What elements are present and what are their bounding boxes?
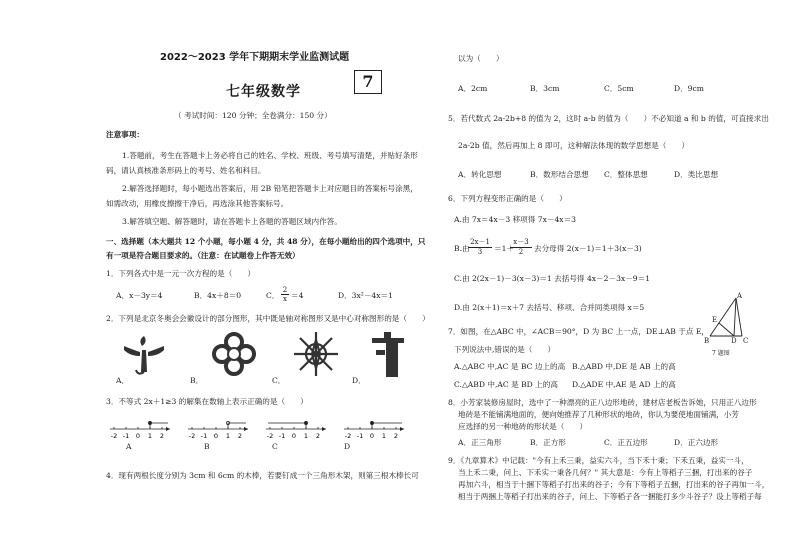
q3-ray bbox=[228, 423, 246, 429]
q3-number-lines-svg bbox=[106, 413, 426, 455]
left-column bbox=[100, 0, 430, 550]
notice-item2-line2: 如需改动，用橡皮擦擦干净后，再选涂其他答案标号。 bbox=[106, 199, 289, 208]
q1-option-c-frac bbox=[281, 286, 289, 303]
q3-tick-label: 1 bbox=[381, 432, 387, 440]
q2-figure-b bbox=[208, 328, 260, 382]
q2-label-b: B． bbox=[190, 376, 204, 385]
q3-axis-arrow bbox=[400, 427, 404, 431]
notice-item1-line1: 1.答题前，考生在答题卡上务必将自己的姓名、学校、班级、考号填写清楚，并贴好条形 bbox=[122, 151, 418, 160]
q2-figure-d bbox=[368, 330, 408, 382]
q6-stem: 6．下列方程变形正确的是（ ） bbox=[448, 194, 567, 203]
q1-option-c-rest: ＝4 bbox=[291, 291, 304, 300]
q3-stem: 3．不等式 2x＋1≥3 的解集在数轴上表示正确的是（ ） bbox=[106, 397, 308, 406]
q8-option-b: B．正方形 bbox=[530, 438, 566, 447]
q7-option-a: A.△ABC 中,AC 是 BC 边上的高 bbox=[454, 362, 566, 371]
q5-line1: 5．若代数式 2a-2b+8 的值为 2，这时 a-b 的值为（ ）不必知道 a 和 b 的值，可直接求出 bbox=[448, 114, 769, 123]
paper-number-badge: 7 bbox=[354, 70, 382, 94]
q3-tick-label: -1 bbox=[356, 432, 364, 440]
q6-option-b-frac1 bbox=[468, 238, 492, 257]
q5-line2: 2a-2b 值，然后再加上 8 即可，这种解法体现的数学思想是（ ） bbox=[458, 141, 690, 150]
q3-tick-label: 1 bbox=[147, 432, 153, 440]
q5-option-d: D．类比思想 bbox=[674, 170, 719, 179]
q6-option-d: D.由 2(x＋1)＝x＋7 去括号、移项、合并同类项得 x＝5 bbox=[454, 303, 645, 312]
section1-line2: 有一项是符合题目要求的。（注意：在试题卷上作答无效） bbox=[106, 251, 300, 260]
q6-frac2-den: 2 bbox=[518, 248, 524, 256]
q7-triangle-figure bbox=[704, 292, 754, 346]
q9-line2: 当上禾二秉，问上、下禾实一秉各几何？" 其大意是：今有上等稻子三捆，打出来的谷子 bbox=[458, 468, 753, 477]
q9-line1: 9．《九章算术》中记载："今有上禾三秉，益实六斗，当下禾十秉；下禾五秉，益实一斗， bbox=[448, 456, 749, 465]
q1-option-d: D．3x²－4x＝1 bbox=[338, 291, 393, 300]
q5-option-c: C．整体思想 bbox=[604, 170, 648, 179]
q4-stem: 4．现有两根长度分别为 3cm 和 6cm 的木棒，若要钉成一个三角形木架，则第三根木棒长可 bbox=[106, 471, 419, 480]
q3-label-d: D bbox=[344, 442, 351, 451]
q3-tick-label: -1 bbox=[122, 432, 130, 440]
q3-axis-arrow bbox=[166, 427, 170, 431]
q3-tick-label: 0 bbox=[369, 432, 375, 440]
q2-stem: 2．下列是北京冬奥会会徽设计的部分图形，其中既是轴对称图形又是中心对称图形的是（ ） bbox=[106, 314, 430, 323]
q3-ray bbox=[372, 423, 402, 429]
q8-option-a: A．正三角形 bbox=[458, 438, 502, 447]
q8-option-c: C．正五边形 bbox=[604, 438, 648, 447]
q3-tick-label: 2 bbox=[237, 432, 243, 440]
q6-option-b-post: 去分母得 2(x－1)＝1＋3(x－3) bbox=[534, 244, 642, 253]
q2-label-d: D． bbox=[352, 376, 366, 385]
q6-option-b-frac2 bbox=[510, 238, 532, 257]
q3-ray bbox=[150, 423, 168, 429]
q3-axis-arrow bbox=[244, 427, 248, 431]
q7-point-a: A bbox=[737, 292, 743, 300]
q3-label-c: C bbox=[272, 442, 278, 451]
q3-tick-label: 0 bbox=[135, 432, 141, 440]
q3-axis-arrow bbox=[322, 427, 326, 431]
q7-point-d: D bbox=[731, 337, 737, 344]
notice-heading: 注意事项： bbox=[106, 130, 144, 139]
q3-label-b: B bbox=[204, 442, 210, 451]
q7-option-b: B.△ABD 中,DE 是 AB 上的高 bbox=[572, 362, 676, 371]
q7-stem: 7．如图，在△ABC 中，∠ACB＝90°，D 为 BC 上一点，DE⊥AB 于点 E， bbox=[448, 327, 709, 336]
q5-option-a: A．转化思想 bbox=[458, 170, 502, 179]
q3-tick-label: 0 bbox=[291, 432, 297, 440]
q8-line1: 8．小芳家装修房屋时，选中了一种漂亮的正八边形地砖，建材店老板告诉她，只用正八边形 bbox=[448, 398, 757, 407]
q3-ray bbox=[268, 423, 306, 429]
q3-tick-label: -1 bbox=[200, 432, 208, 440]
q3-tick-label: 2 bbox=[315, 432, 321, 440]
emblem-b-icon bbox=[208, 328, 260, 380]
q4-option-b: B．3cm bbox=[530, 84, 560, 93]
q4-option-d: D．9cm bbox=[674, 84, 704, 93]
q8-line2: 地砖是不能铺满地面的，便向她推荐了几种形状的地砖，你认为要使地面铺满，小芳 bbox=[458, 410, 739, 419]
q3-tick-label: 2 bbox=[393, 432, 399, 440]
q6-option-b-mid: ＝1＋ bbox=[494, 244, 515, 253]
q3-tick-label: 1 bbox=[225, 432, 231, 440]
q3-label-a: A bbox=[126, 442, 132, 451]
q7-fig-caption: 7 题图 bbox=[712, 350, 730, 357]
q7-stem2: 下列说法中,错误的是（ ） bbox=[454, 345, 556, 354]
q8-option-d: D．正六边形 bbox=[674, 438, 719, 447]
q2-label-c: C． bbox=[272, 376, 286, 385]
q1-frac-den: x bbox=[283, 295, 287, 303]
subject-title: 七年级数学 bbox=[226, 84, 301, 100]
exam-info: （ 考试时间：120 分钟；全卷满分：150 分） bbox=[174, 111, 332, 120]
q9-line4: 相当于两捆上等稻子打出来的谷子，问上、下等稻子各一捆能打多少斗谷子？设上等稻子每 bbox=[458, 492, 762, 501]
q3-tick-label: 1 bbox=[303, 432, 309, 440]
q5-option-b: B．数形结合思想 bbox=[530, 170, 589, 179]
q8-line3: 应选择的另一种地砖的形状是（ ） bbox=[458, 422, 588, 431]
section1-line1: 一、选择题（本大题共 12 个小题，每小题 4 分，共 48 分），在每小题给出的四个选项中，只 bbox=[106, 237, 426, 246]
notice-item2-line1: 2.解答选择题时，每小题选出答案后，用 2B 铅笔把答题卡上对应题目的答案标号涂黑， bbox=[122, 184, 418, 193]
q2-label-a: A． bbox=[116, 376, 130, 385]
emblem-d-icon bbox=[368, 330, 408, 380]
q7-point-e: E bbox=[712, 316, 718, 324]
q7-option-c: C.△ABD 中,AC 是 BD 上的高 bbox=[454, 380, 558, 389]
q6-frac1-den: 3 bbox=[477, 248, 483, 256]
emblem-a-icon bbox=[118, 330, 170, 378]
q3-tick-label: -2 bbox=[266, 432, 274, 440]
q7-point-b: B bbox=[704, 337, 710, 344]
q4-option-a: A．2cm bbox=[458, 84, 488, 93]
q6-option-a: A.由 7x＝4x－3 移项得 7x－4x＝3 bbox=[454, 215, 577, 224]
q7-point-c: C bbox=[743, 337, 749, 344]
q1-stem: 1．下列各式中是一元一次方程的是（ ） bbox=[106, 269, 256, 278]
q4-stem-cont: 以为（ ） bbox=[458, 54, 504, 63]
q2-figure-a bbox=[118, 330, 170, 380]
notice-item3: 3.解答填空题、解答题时，请在答题卡上各题的答题区域内作答。 bbox=[122, 217, 342, 226]
q3-tick-label: -2 bbox=[344, 432, 352, 440]
q1-frac-num: 2 bbox=[282, 286, 288, 294]
q7-triangle-svg bbox=[704, 292, 754, 344]
q3-tick-label: 0 bbox=[213, 432, 219, 440]
q6-frac2-num: x－3 bbox=[510, 238, 532, 248]
q3-tick-label: 2 bbox=[159, 432, 165, 440]
q3-tick-label: -1 bbox=[278, 432, 286, 440]
q6-frac1-num: 2x－1 bbox=[468, 238, 492, 248]
q6-option-c: C.由 2(2x－1)－3(x－3)＝1 去括号得 4x－2－3x－9＝1 bbox=[454, 274, 651, 283]
q4-option-c: C．5cm bbox=[604, 84, 634, 93]
q1-option-b: B．4x＋8＝0 bbox=[194, 291, 242, 300]
q1-option-a: A．x－3y＝4 bbox=[116, 291, 163, 300]
q6-option-b-pre: B.由 bbox=[454, 244, 470, 253]
q3-number-lines bbox=[106, 413, 426, 457]
q7-option-d: D.△ADE 中,AE 是 AD 上的高 bbox=[572, 380, 676, 389]
exam-title: 2022～2023 学年下期期末学业监测试题 bbox=[160, 52, 350, 63]
q3-tick-label: -2 bbox=[188, 432, 196, 440]
notice-item1-line2: 码，请认真核准条形码上的考号、姓名和科目。 bbox=[106, 166, 266, 175]
right-column bbox=[448, 0, 770, 550]
q9-line3: 再加六斗，相当于十捆下等稻子打出来的谷子；今有下等稻子五捆，打出来的谷子再加一斗， bbox=[458, 480, 770, 489]
q1-option-c-label: C． bbox=[266, 291, 280, 300]
q3-tick-label: -2 bbox=[110, 432, 118, 440]
emblem-c-icon bbox=[290, 328, 342, 380]
q2-figure-c bbox=[290, 328, 342, 382]
